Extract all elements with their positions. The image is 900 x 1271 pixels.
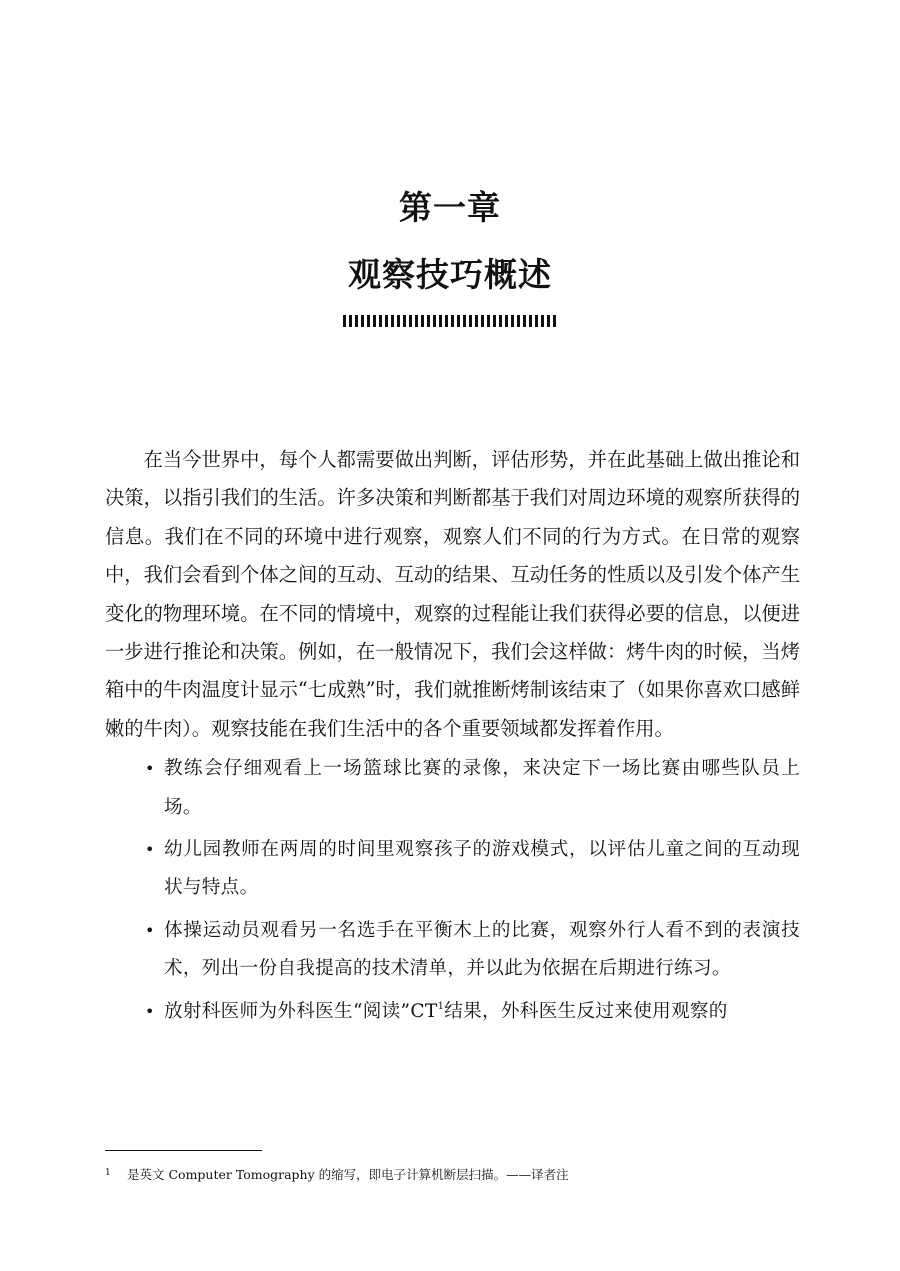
title-ornament-divider xyxy=(343,315,557,327)
list-item xyxy=(105,912,800,989)
list-item-text-continued: 结果，外科医生反过来使用观察的 xyxy=(444,1000,728,1022)
list-item-text: 幼儿园教师在两周的时间里观察孩子的游戏模式，以评估儿童之间的互动现状与特点。 xyxy=(164,839,800,899)
list-item-text: 体操运动员观看另一名选手在平衡木上的比赛，观察外行人看不到的表演技术，列出一份自我提高的技术清单，并以此为依据在后期进行练习。 xyxy=(164,919,800,980)
bullet-list xyxy=(105,750,800,1031)
intro-paragraph: 在当今世界中，每个人都需要做出判断，评估形势，并在此基础上做出推论和决策，以指引我们的生活。许多决策和判断都基于我们对周边环境的观察所获得的信息。我们在不同的环境中进行观察，观察人们不同的行为方式。在日常的观察中，我们会看到个体之间的互动、互动的结果、互动任务的性质以及引发个体产生变化的物理环境。在不同的情境中，观察的过程能让我们获得必要的信息，以便进一步进行推论和决策。例如，在一般情况下，我们会这样做：烤牛肉的时候，当烤箱中的牛肉温度计显示“七成熟”时，我们就推断烤制该结束了（如果你喜欢口感鲜嫩的牛肉）。观察技能在我们生活中的各个重要领域都发挥着作用。 xyxy=(105,448,800,740)
bullet-icon: • xyxy=(145,840,155,860)
list-item xyxy=(105,831,800,908)
chapter-number: 第一章 xyxy=(399,188,501,227)
bullet-icon: • xyxy=(145,759,155,779)
footnote-reference[interactable]: 1 xyxy=(437,1000,445,1012)
bullet-icon: • xyxy=(145,1001,155,1021)
bullet-icon: • xyxy=(145,920,155,940)
list-item xyxy=(105,993,800,1031)
list-item xyxy=(105,750,800,827)
footnote-mark: 1 xyxy=(105,1168,111,1178)
body-text xyxy=(105,441,800,1035)
chapter-title: 观察技巧概述 xyxy=(348,255,552,294)
list-item-text: 放射科医师为外科医生“阅读”CT xyxy=(164,1000,438,1022)
footnote xyxy=(105,1163,800,1185)
footnote-text: 是英文 Computer Tomography 的缩写，即电子计算机断层扫描。——译者注 xyxy=(127,1167,569,1182)
list-item-text: 教练会仔细观看上一场篮球比赛的录像，来决定下一场比赛由哪些队员上场。 xyxy=(164,758,800,818)
footnote-divider xyxy=(105,1150,262,1151)
